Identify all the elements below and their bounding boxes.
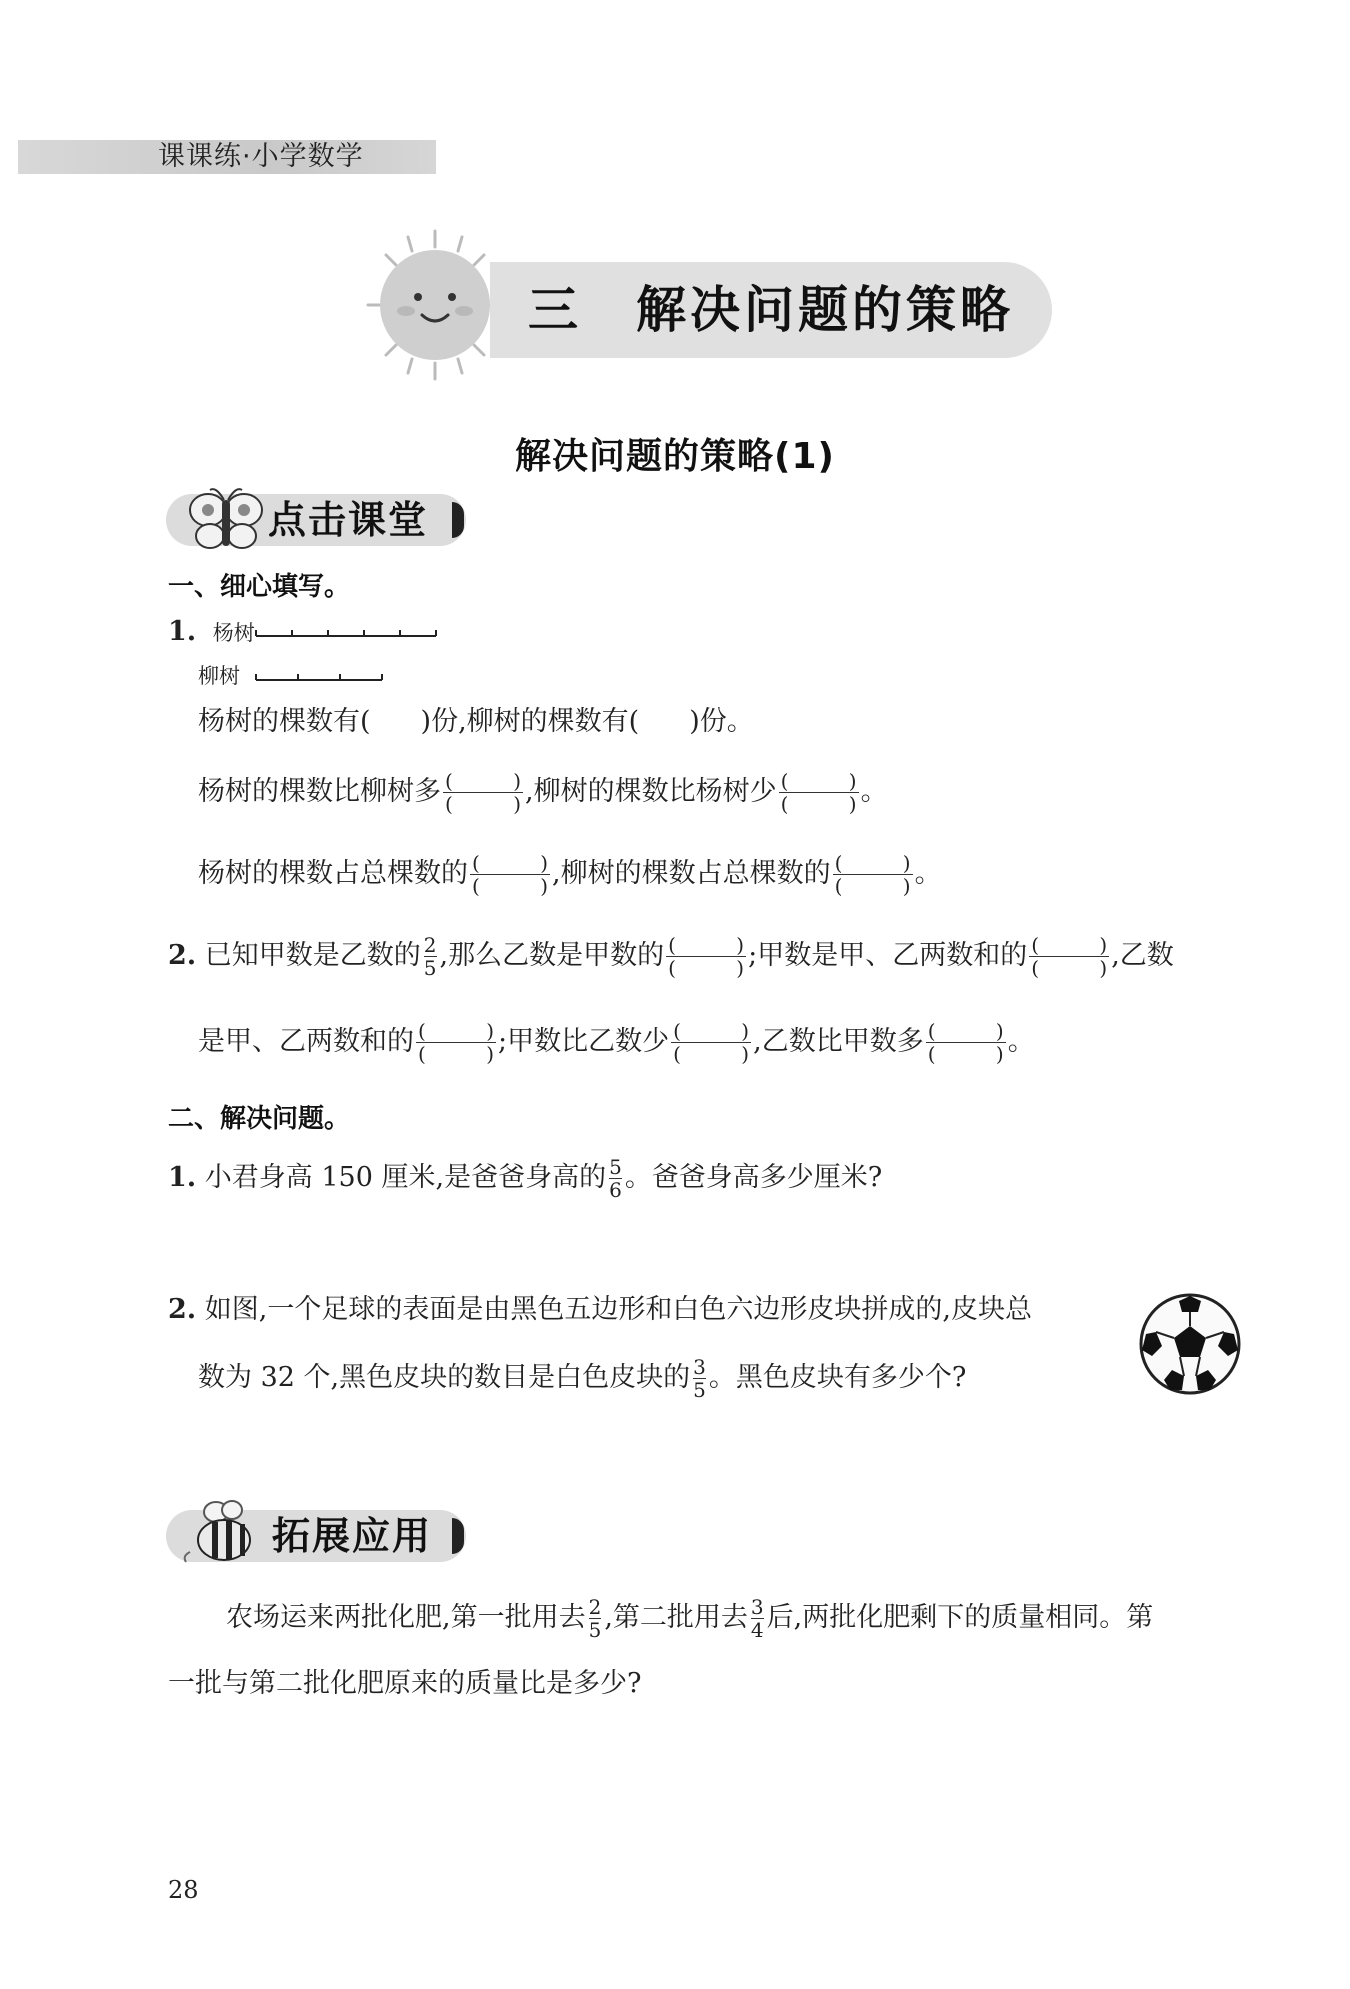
paren-open: ( xyxy=(1031,956,1040,980)
paren-close: ) xyxy=(540,851,548,875)
section-label-extension: 拓展应用 xyxy=(272,1514,433,1558)
ext-text-b: ,第二批用去 xyxy=(604,1602,748,1633)
paren-open: ( xyxy=(472,851,480,875)
fraction-five-sixths xyxy=(609,1156,622,1201)
paren-open: ( xyxy=(472,874,480,898)
sun-icon xyxy=(360,225,510,385)
q1-number: 1. xyxy=(168,616,197,647)
paren-close: ) xyxy=(1099,933,1108,957)
q1-line1 xyxy=(198,702,754,742)
q1-line3 xyxy=(198,852,942,897)
q2-line1-text-c: ;甲数是甲、乙两数和的 xyxy=(748,940,1028,971)
paren-close: ) xyxy=(995,1042,1004,1066)
page-number: 28 xyxy=(168,1876,199,1904)
q1-line2 xyxy=(198,770,888,815)
section-label-classroom: 点击课堂 xyxy=(268,498,429,542)
poplar-label: 杨树 xyxy=(212,621,255,645)
paren-open: ( xyxy=(834,874,843,898)
q1-line1-text-a: 杨树的棵数有( xyxy=(198,706,371,737)
q2-line1 xyxy=(168,934,1174,979)
q1-line1-text-c: )份。 xyxy=(689,706,754,737)
paren-open: ( xyxy=(1031,933,1040,957)
lesson-title: 解决问题的策略(1) xyxy=(515,436,835,477)
paren-close: ) xyxy=(848,792,857,816)
frac-numerator: 5 xyxy=(609,1155,622,1179)
p2-q2-text-a: 数为 32 个,黑色皮块的数目是白色皮块的 xyxy=(198,1362,691,1393)
answer-fraction-blank xyxy=(926,1020,1006,1065)
answer-fraction-blank xyxy=(470,852,550,897)
frac-numerator: 2 xyxy=(588,1595,602,1619)
p2-q1-number: 1. xyxy=(168,1162,197,1193)
paren-open: ( xyxy=(927,1019,936,1043)
answer-fraction-blank xyxy=(779,770,859,815)
p2-q1-text-a: 小君身高 150 厘米,是爸爸身高的 xyxy=(204,1162,607,1193)
paren-open: ( xyxy=(668,933,676,957)
paren-close: ) xyxy=(902,851,911,875)
soccer-ball-icon xyxy=(1138,1292,1242,1396)
q2-line2-text-b: ;甲数比乙数少 xyxy=(498,1026,670,1057)
fraction-three-fourths xyxy=(751,1596,764,1641)
paren-open: ( xyxy=(445,769,453,793)
q2-line1-text-d: ,乙数 xyxy=(1111,940,1174,971)
p2-q1-text-b: 。爸爸身高多少厘米? xyxy=(624,1162,883,1193)
paren-open: ( xyxy=(673,1042,681,1066)
answer-fraction-blank xyxy=(833,852,913,897)
paren-open: ( xyxy=(445,792,453,816)
paren-close: ) xyxy=(995,1019,1004,1043)
ext-text-a: 农场运来两批化肥,第一批用去 xyxy=(226,1602,586,1633)
paren-close: ) xyxy=(736,956,745,980)
answer-fraction-blank xyxy=(416,1020,496,1065)
frac-denominator: 5 xyxy=(423,956,437,980)
q2-line2 xyxy=(198,1020,1035,1065)
paren-open: ( xyxy=(780,769,789,793)
ext-text-c: 后,两批化肥剩下的质量相同。第 xyxy=(766,1602,1154,1633)
paren-open: ( xyxy=(418,1019,426,1043)
frac-denominator: 4 xyxy=(750,1618,764,1642)
paren-close: ) xyxy=(848,769,857,793)
q2-line1-text-b: ,那么乙数是甲数的 xyxy=(439,940,665,971)
paren-close: ) xyxy=(486,1042,494,1066)
q2-line2-text-d: 。 xyxy=(1007,1026,1035,1057)
q1-diagram xyxy=(168,612,255,653)
p2-q2-line2 xyxy=(198,1356,966,1401)
paren-close: ) xyxy=(741,1019,750,1043)
book-title: 课课练·小学数学 xyxy=(158,141,364,172)
paren-close: ) xyxy=(741,1042,750,1066)
q1-line3-text-c: 。 xyxy=(914,858,942,889)
q1-line3-text-b: ,柳树的棵数占总棵数的 xyxy=(552,858,831,889)
extension-line1 xyxy=(226,1596,1153,1641)
p2-q2-line1 xyxy=(168,1290,1032,1330)
paren-open: ( xyxy=(673,1019,681,1043)
fraction-two-fifths xyxy=(424,934,437,979)
p2-q1 xyxy=(168,1156,882,1201)
paren-open: ( xyxy=(780,792,789,816)
q2-line2-text-a: 是甲、乙两数和的 xyxy=(198,1026,414,1057)
paren-open: ( xyxy=(418,1042,426,1066)
frac-denominator: 5 xyxy=(693,1378,706,1402)
answer-fraction-blank xyxy=(666,934,746,979)
paren-close: ) xyxy=(513,769,521,793)
frac-numerator: 2 xyxy=(423,933,437,957)
answer-fraction-blank xyxy=(1029,934,1109,979)
answer-fraction-blank xyxy=(671,1020,751,1065)
frac-numerator: 3 xyxy=(693,1355,706,1379)
paren-close: ) xyxy=(540,874,548,898)
segment-diagram xyxy=(254,622,444,702)
part1-heading: 一、细心填写。 xyxy=(168,572,351,602)
frac-denominator: 6 xyxy=(609,1178,622,1202)
part2-heading: 二、解决问题。 xyxy=(168,1104,351,1134)
q1-line2-text-c: 。 xyxy=(860,776,888,807)
paren-close: ) xyxy=(902,874,911,898)
q1-line2-text-a: 杨树的棵数比柳树多 xyxy=(198,776,441,807)
willow-label: 柳树 xyxy=(198,664,240,688)
paren-open: ( xyxy=(927,1042,936,1066)
q1-line2-text-b: ,柳树的棵数比杨树少 xyxy=(525,776,777,807)
fraction-two-fifths xyxy=(589,1596,602,1641)
answer-fraction-blank xyxy=(443,770,523,815)
chapter-title: 三 解决问题的策略 xyxy=(528,281,1014,339)
p2-q2-number: 2. xyxy=(168,1294,197,1325)
paren-close: ) xyxy=(1099,956,1108,980)
frac-numerator: 3 xyxy=(750,1595,764,1619)
fraction-three-fifths xyxy=(693,1356,706,1401)
extension-line2: 一批与第二批化肥原来的质量比是多少? xyxy=(168,1668,642,1699)
paren-close: ) xyxy=(736,933,745,957)
q2-line2-text-c: ,乙数比甲数多 xyxy=(753,1026,924,1057)
p2-q2-text-line1: 如图,一个足球的表面是由黑色五边形和白色六边形皮块拼成的,皮块总 xyxy=(204,1294,1032,1325)
p2-q2-text-b: 。黑色皮块有多少个? xyxy=(708,1362,967,1393)
paren-close: ) xyxy=(486,1019,494,1043)
paren-close: ) xyxy=(513,792,521,816)
bee-icon xyxy=(180,1496,272,1568)
paren-open: ( xyxy=(668,956,676,980)
frac-denominator: 5 xyxy=(588,1618,602,1642)
q2-number: 2. xyxy=(168,940,197,971)
q2-line1-text-a: 已知甲数是乙数的 xyxy=(204,940,421,971)
q1-line3-text-a: 杨树的棵数占总棵数的 xyxy=(198,858,468,889)
q1-line1-text-b: )份,柳树的棵数有( xyxy=(420,706,640,737)
paren-open: ( xyxy=(834,851,843,875)
butterfly-icon xyxy=(186,484,266,556)
